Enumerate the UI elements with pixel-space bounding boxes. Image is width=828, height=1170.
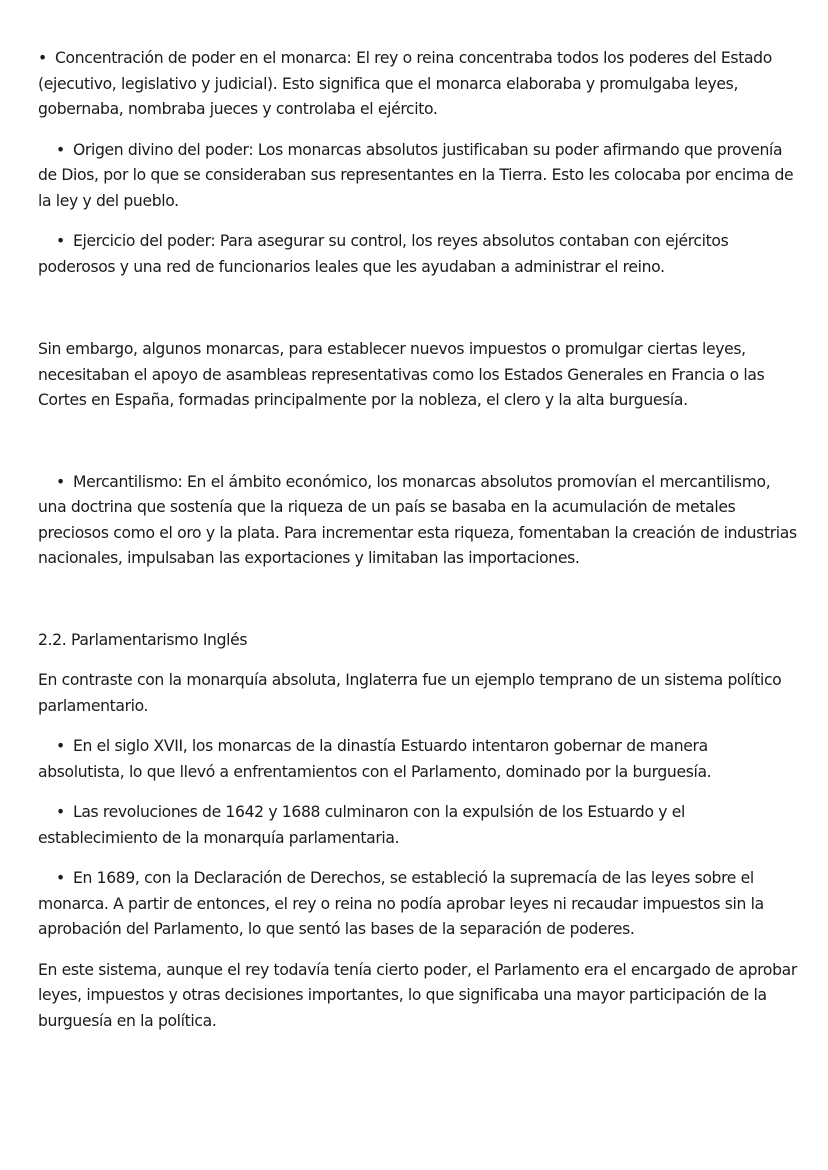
- section-heading: 2.2. Parlamentarismo Inglés: [38, 630, 248, 649]
- bullet-ejercicio-poder: [38, 229, 798, 280]
- bullet-siglo-xvii: [38, 734, 798, 785]
- bullet-dot-icon: •: [56, 140, 65, 159]
- bullet-dot-icon: •: [56, 737, 65, 755]
- bullet-dot-icon: •: [56, 869, 65, 887]
- bullet-text: Ejercicio del poder: Para asegurar su control, los reyes absolutos contaban con ejércitos poderosos y una red de funcionarios leales que les ayudaban a administrar el reino.: [38, 232, 729, 276]
- bullet-text: En 1689, con la Declaración de Derechos, se estableció la supremacía de las leyes sobre el monarca. A partir de entonces, el rey o reina no podía aprobar leyes ni recaudar impuestos sin la aprobación del Parlamento, lo que sentó las bases de la separación de poderes.: [38, 869, 764, 938]
- paragraph-en-este-sistema: En este sistema, aunque el rey todavía tenía cierto poder, el Parlamento era el encargado de aprobar leyes, impuestos y otras decisiones importantes, lo que significaba una mayor participación de la burguesía en la política.: [38, 960, 797, 1030]
- bullet-text: Concentración de poder en el monarca: El rey o reina concentraba todos los poderes del Estado (ejecutivo, legislativo y judicial). Esto significa que el monarca elaboraba y promulgaba leyes, gobernaba, nombraba jueces y controlaba el ejército.: [38, 49, 772, 118]
- bullet-text: Mercantilismo: En el ámbito económico, los monarcas absolutos promovían el mercantilismo, una doctrina que sostenía que la riqueza de un país se basaba en la acumulación de metales preciosos como el oro y la plata. Para incrementar esta riqueza, fomentaban la creación de industrias nacionales, impulsaban las exportaciones y limitaban las importaciones.: [38, 472, 797, 567]
- bullet-dot-icon: •: [56, 232, 65, 250]
- bullet-text: En el siglo XVII, los monarcas de la dinastía Estuardo intentaron gobernar de manera absolutista, lo que llevó a enfrentamientos con el Parlamento, dominado por la burguesía.: [38, 737, 712, 781]
- document-body: [38, 46, 798, 1034]
- bullet-text: Origen divino del poder: Los monarcas absolutos justificaban su poder afirmando que provenía de Dios, por lo que se consideraban sus representantes en la Tierra. Esto les colocaba por encima de la ley y del pueblo.: [38, 140, 794, 210]
- bullet-dot-icon: •: [38, 49, 47, 67]
- bullet-dot-icon: •: [56, 472, 65, 491]
- bullet-origen-divino: [38, 138, 798, 215]
- paragraph-en-contraste: En contraste con la monarquía absoluta, Inglaterra fue un ejemplo temprano de un sistema político parlamentario.: [38, 671, 782, 715]
- bullet-revoluciones: [38, 800, 798, 851]
- paragraph-sin-embargo: Sin embargo, algunos monarcas, para establecer nuevos impuestos o promulgar ciertas leyes, necesitaban el apoyo de asambleas representativas como los Estados Generales en Francia o las Cortes en España, formadas principalmente por la nobleza, el clero y la alta burguesía.: [38, 340, 765, 409]
- bullet-text: Las revoluciones de 1642 y 1688 culminaron con la expulsión de los Estuardo y el establecimiento de la monarquía parlamentaria.: [38, 803, 685, 847]
- bullet-declaracion-derechos: [38, 866, 798, 943]
- bullet-mercantilismo: [38, 470, 798, 572]
- bullet-dot-icon: •: [56, 803, 65, 821]
- bullet-concentracion-poder: [38, 46, 798, 123]
